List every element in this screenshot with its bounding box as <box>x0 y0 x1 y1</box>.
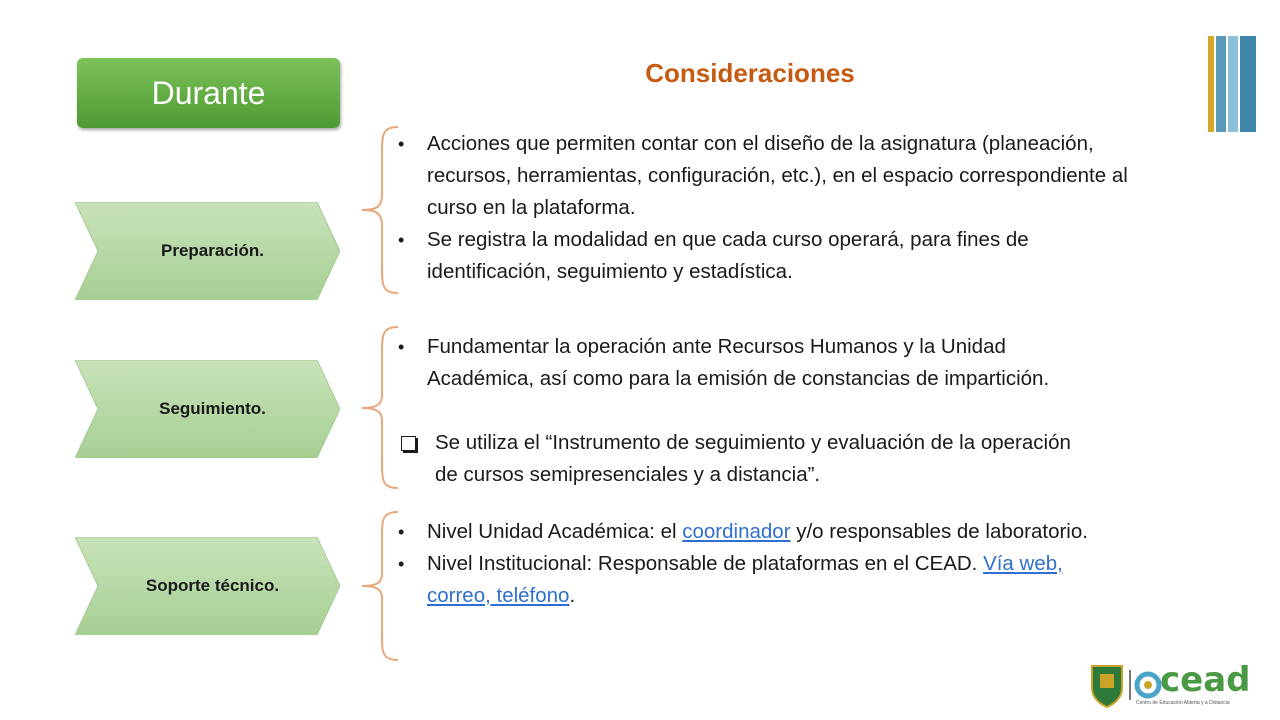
list-item: • Nivel Unidad Académica: el coordinador y/o responsables de laboratorio. <box>392 516 1112 548</box>
list-item: • Se registra la modalidad en que cada curso operará, para fines de identificación, seguimiento y estadística. <box>392 224 1142 288</box>
coordinador-link[interactable]: coordinador <box>682 520 791 543</box>
bullet-icon: • <box>398 230 405 250</box>
section-badge-label: Durante <box>151 74 266 111</box>
page-title: Consideraciones <box>645 58 855 88</box>
bullet-icon: • <box>398 134 405 154</box>
seguimiento-checklist <box>401 427 1091 491</box>
soporte-list <box>392 516 1112 612</box>
bullet-icon: • <box>398 554 405 574</box>
chevron-label: Seguimiento. <box>159 399 266 418</box>
bullet-icon: • <box>398 522 405 542</box>
chevron-label: Preparación. <box>161 241 264 260</box>
list-item: Se utiliza el “Instrumento de seguimiento y evaluación de la operación de cursos semipresenciales y a distancia”. <box>401 427 1091 491</box>
list-item: • Nivel Institucional: Responsable de plataformas en el CEAD. Vía web, correo, teléfono. <box>392 548 1112 612</box>
checkbox-square-icon <box>401 436 416 451</box>
cead-logo <box>1088 660 1251 708</box>
decorative-bars <box>1208 36 1256 132</box>
list-item: • Fundamentar la operación ante Recursos Humanos y la Unidad Académica, así como para la emisión de constancias de impartición. <box>392 331 1102 395</box>
section-badge <box>77 58 340 128</box>
logo-wordmark: cead <box>1160 660 1251 700</box>
seguimiento-list <box>392 331 1102 395</box>
contact-link[interactable]: Vía web, correo, teléfono <box>427 552 1063 607</box>
chevron-soporte <box>75 537 340 635</box>
chevron-preparacion <box>75 202 340 300</box>
bullet-icon: • <box>398 337 405 357</box>
logo-subtitle: Centro de Educación Abierta y a Distancia <box>1136 700 1230 706</box>
chevron-label: Soporte técnico. <box>145 576 280 595</box>
preparacion-list <box>392 128 1142 288</box>
list-item: • Acciones que permiten contar con el diseño de la asignatura (planeación, recursos, herramientas, configuración, etc.), en el espacio correspondiente al curso en la plataforma. <box>392 128 1142 224</box>
chevron-seguimiento <box>75 360 340 458</box>
